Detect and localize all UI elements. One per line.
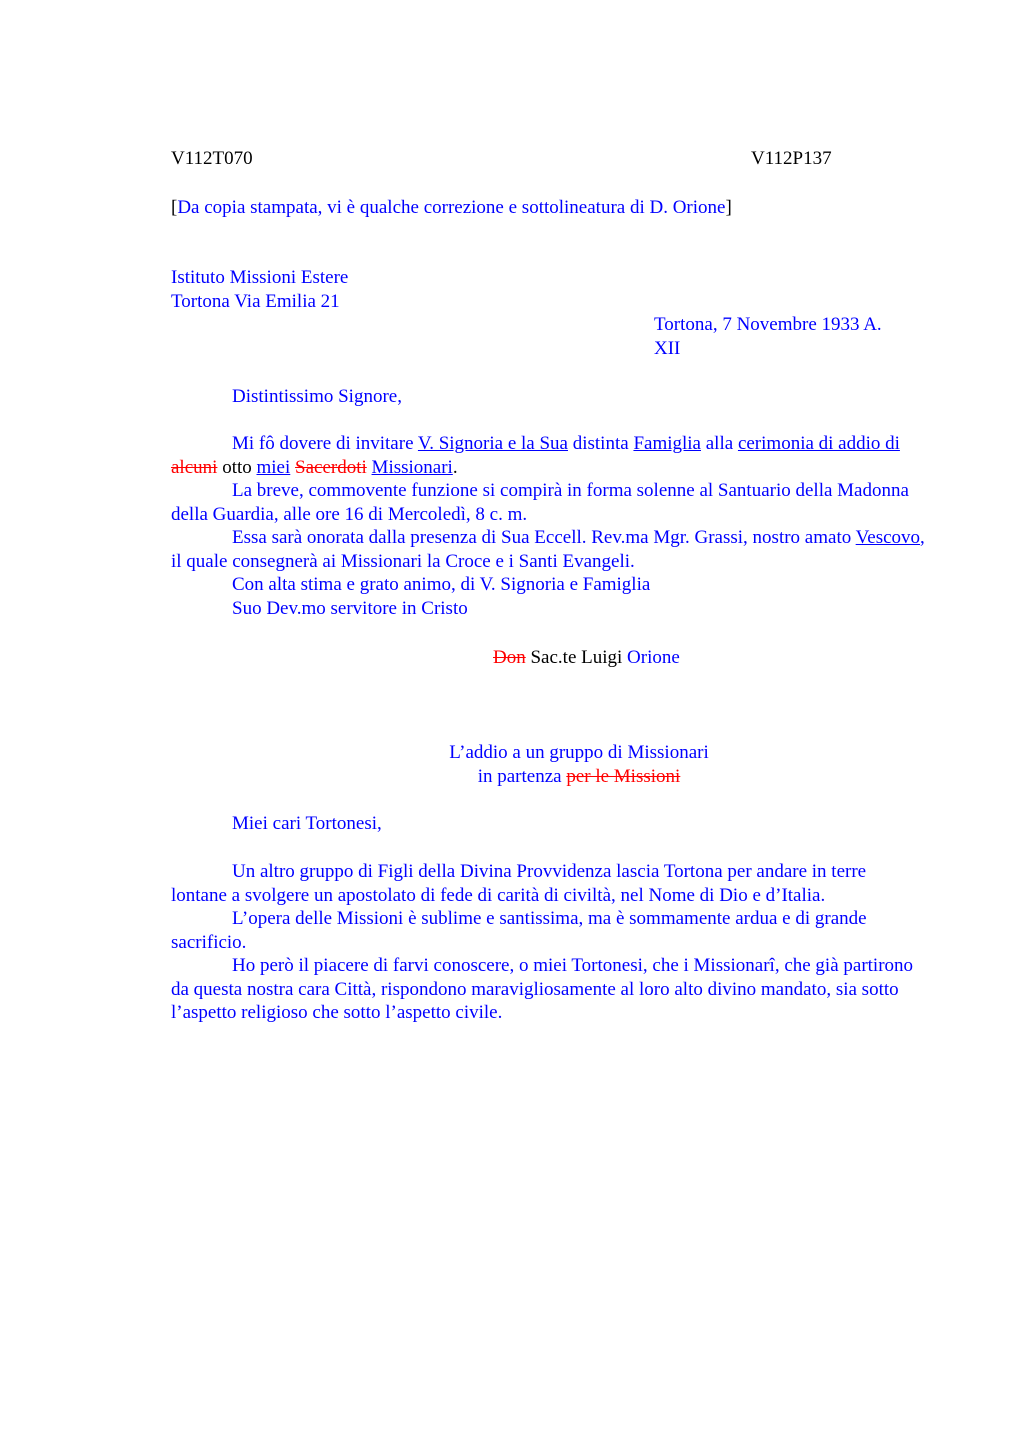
- letter-paragraph-5: Suo Dev.mo servitore in Cristo: [232, 597, 468, 619]
- p1-period: .: [452, 456, 458, 478]
- article-title-line-1: L’addio a un gruppo di Missionari: [449, 742, 709, 763]
- article-title-line-2-text: in partenza: [477, 765, 567, 787]
- p1-text-2: distinta: [567, 433, 634, 454]
- code-left: V112T070: [171, 148, 253, 169]
- article-paragraph-2: L’opera delle Missioni è sublime e santissima, ma è sommamente ardua e di grande sacrificio.: [171, 908, 867, 953]
- article-paragraph-3: Ho però il piacere di farvi conoscere, o miei Tortonesi, che i Missionarî, che già partirono da questa nostra cara Città, rispondono maravigliosamente al loro alto divino mandato, sia sotto l’aspetto religioso che sotto l’aspetto civile.: [171, 955, 914, 1023]
- date-line-2: XII: [654, 337, 681, 359]
- article-paragraph-1: Un altro gruppo di Figli della Divina Provvidenza lascia Tortona per andare in terre lontane a svolgere un apostolato di fede di carità di civiltà, nel Nome di Dio e d’Italia.: [171, 861, 867, 906]
- letter-signature: [493, 646, 793, 670]
- note-close-bracket: ]: [725, 197, 732, 218]
- letter-paragraph-4: Con alta stima e grato animo, di V. Signoria e Famiglia: [232, 574, 651, 595]
- article-title-struck: per le Missioni: [566, 765, 681, 787]
- letter-date: [654, 313, 914, 360]
- salutation-text: Distintissimo Signore,: [232, 386, 402, 407]
- p1-text-3: alla: [701, 433, 738, 454]
- p1-underlined-1: V. Signoria e la Sua: [417, 433, 568, 454]
- letter-paragraph-1: [171, 432, 926, 479]
- signature-middle: Sac.te Luigi: [525, 647, 628, 668]
- p1-underlined-2: Famiglia: [633, 433, 701, 454]
- p1-struck-2: Sacerdoti: [295, 456, 367, 478]
- article-salutation: [171, 812, 926, 836]
- signature-struck: Don: [493, 647, 526, 668]
- p1-correction-1: otto: [217, 456, 257, 478]
- sender-address: [171, 266, 926, 313]
- note-open-bracket: [: [171, 197, 178, 218]
- p3-text-2: , il quale consegnerà ai Missionari la Croce e i Santi Evangeli.: [171, 527, 925, 572]
- letter-paragraph-3: [171, 526, 926, 573]
- code-right: V112P137: [751, 148, 832, 169]
- note-text: Da copia stampata, vi è qualche correzione e sottolineatura di D. Orione: [177, 197, 726, 218]
- p3-underlined-1: Vescovo: [855, 527, 921, 548]
- signature-name: Orione: [627, 647, 680, 668]
- article-salutation-text: Miei cari Tortonesi,: [232, 813, 382, 834]
- p1-underlined-3: cerimonia di addio di: [737, 433, 900, 454]
- p3-text-1: Essa sarà onorata dalla presenza di Sua Eccell. Rev.ma Mgr. Grassi, nostro amato: [232, 527, 856, 548]
- article-title-line-2: [171, 765, 987, 789]
- p1-struck-1: alcuni: [171, 456, 218, 478]
- p1-underlined-4: miei: [256, 456, 291, 478]
- letter-body: [171, 432, 926, 620]
- editorial-note: [171, 196, 926, 220]
- date-line-1: Tortona, 7 Novembre 1933 A.: [654, 314, 882, 335]
- sender-line-2: Tortona Via Emilia 21: [171, 290, 340, 312]
- sender-line-1: Istituto Missioni Estere: [171, 267, 349, 288]
- article-title: [171, 741, 987, 788]
- article-body: [171, 860, 926, 1025]
- p1-text-1: Mi fô dovere di invitare: [232, 433, 418, 454]
- p1-underlined-5: Missionari: [371, 456, 453, 478]
- letter-salutation: [171, 385, 926, 409]
- letter-paragraph-2: La breve, commovente funzione si compirà in forma solenne al Santuario della Madonna della Guardia, alle ore 16 di Mercoledì, 8 c. m.: [171, 480, 909, 525]
